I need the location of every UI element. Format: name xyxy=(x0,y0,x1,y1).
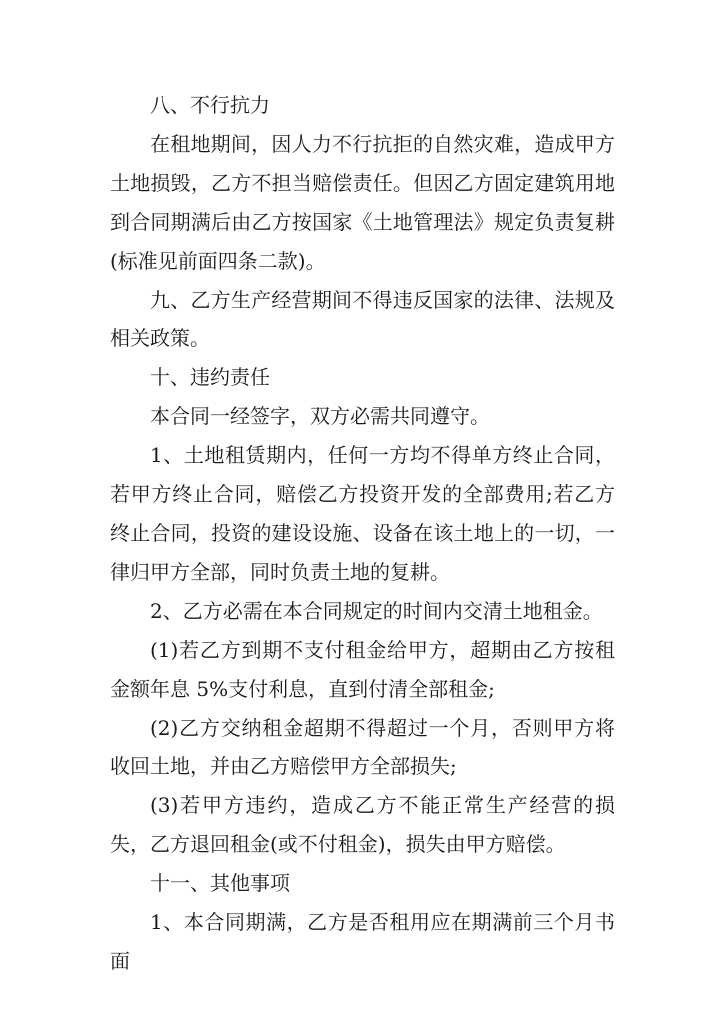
heading-other-matters: 十一、其他事项 xyxy=(150,871,290,896)
paragraph-termination: 1、土地租赁期内，任何一方均不得单方终止合同，若甲方终止合同，赔偿乙方投资开发的全部费用;若乙方终止合同，投资的建设设施、设备在该土地上的一切，一律归甲方全部，同时负责土地的复耕。 xyxy=(110,443,615,584)
paragraph-compliance: 九、乙方生产经营期间不得违反国家的法律、法规及相关政策。 xyxy=(110,287,615,351)
paragraph-late-limit: (2)乙方交纳租金超期不得超过一个月，否则甲方将收回土地，并由乙方赔偿甲方全部损失; xyxy=(110,715,615,779)
paragraph-party-a-breach: (3)若甲方违约，造成乙方不能正常生产经营的损失，乙方退回租金(或不付租金)，损失由甲方赔偿。 xyxy=(110,793,615,857)
paragraph-late-interest: (1)若乙方到期不支付租金给甲方，超期由乙方按租金额年息 5%支付利息，直到付清全部租金; xyxy=(110,637,615,701)
heading-breach-liability: 十、违约责任 xyxy=(150,365,270,390)
heading-force-majeure: 八、不行抗力 xyxy=(150,93,270,117)
paragraph-rent-payment: 2、乙方必需在本合同规定的时间内交清土地租金。 xyxy=(150,598,603,623)
paragraph-renewal: 1、本合同期满，乙方是否租用应在期满前三个月书面 xyxy=(110,910,615,973)
paragraph-binding: 本合同一经签字，双方必需共同遵守。 xyxy=(150,404,490,429)
contract-text xyxy=(110,86,615,981)
paragraph-force-majeure-detail: 在租地期间，因人力不行抗拒的自然灾难，造成甲方土地损毁，乙方不担当赔偿责任。但因乙方固定建筑用地到合同期满后由乙方按国家《土地管理法》规定负责复耕(标准见前面四条二款)。 xyxy=(110,131,615,273)
